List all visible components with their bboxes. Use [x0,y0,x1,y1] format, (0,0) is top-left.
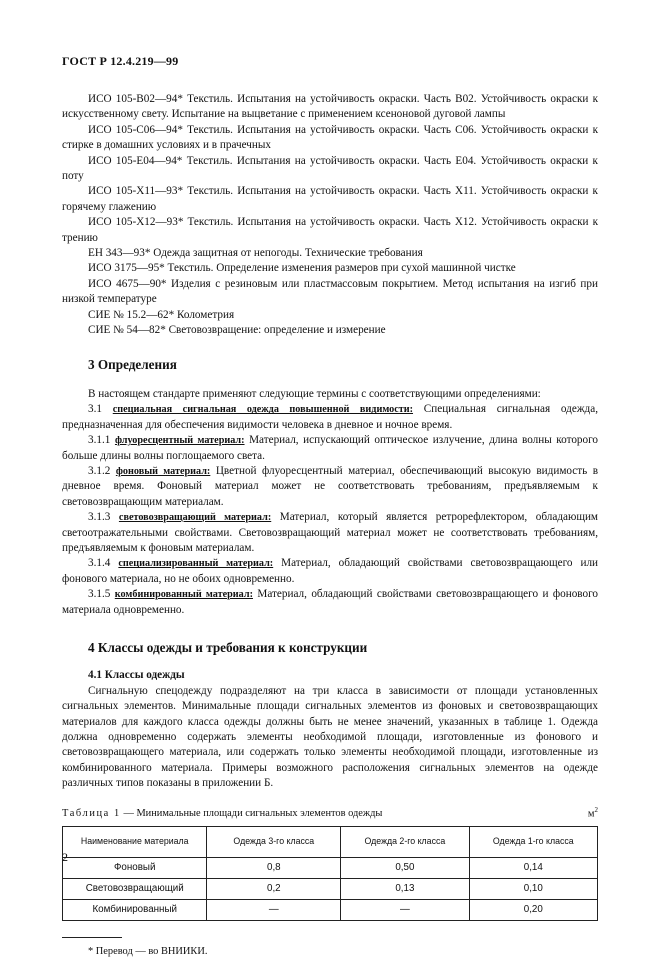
section-4-heading: 4 Классы одежды и требования к конструкции [88,640,368,655]
definition-number: 3.1 [88,403,102,416]
table-cell: Световозвращающий [63,878,207,899]
definition-3-1-5 [62,587,598,618]
definition-number: 3.1.1 [88,434,111,447]
reference-item: ИСО 105-С06—94* Текстиль. Испытания на устойчивость окраски. Часть С06. Устойчивость окраски к стирке в домашних условиях и в прачечных [62,123,598,152]
definition-number: 3.1.2 [88,464,111,477]
table-cell: 0,13 [341,878,469,899]
footnote-divider [62,937,122,938]
definition-text: Специальная сигнальная одежда, предназначенная для обеспечения видимости человека в дневное и ночное время. [62,403,599,431]
table-label: Таблица 1 [62,808,121,820]
definition-text: Материал, который является ретрорефлектором, обладающим светоотражательными свойствами. Световозвращающий материал может не соответствовать требованиям, предъявляемым к фоновым материалам. [62,511,599,554]
definition-term: специальная сигнальная одежда повышенной видимости: [112,404,414,416]
definition-3-1-4 [62,556,598,587]
table-row [63,878,598,899]
definition-text: Материал, испускающий оптическое излучение, длина волны которого больше длины волны поглощаемого света. [62,434,599,462]
reference-item: СИЕ № 54—82* Световозвращение: определение и измерение [88,324,386,337]
definition-number: 3.1.5 [88,588,111,601]
column-header-material: Наименование материала [63,826,207,857]
table-title: — Минимальные площади сигнальных элементов одежды [123,808,383,820]
table-cell: Фоновый [63,857,207,878]
definition-3-1-2 [62,464,598,510]
section-3-intro: В настоящем стандарте применяют следующие термины с соответствующими определениями: [88,387,541,400]
table-cell: Комбинированный [63,899,207,920]
section-3-heading: 3 Определения [88,356,177,372]
table-cell: 0,50 [341,857,469,878]
reference-item: ИСО 105-Е04—94* Текстиль. Испытания на устойчивость окраски. Часть Е04. Устойчивость окраски к поту [62,154,598,183]
table-1-caption [62,803,598,822]
table-header-row [63,826,598,857]
table-cell: — [207,899,341,920]
definition-term: комбинированный материал: [114,589,253,601]
table-row [63,899,598,920]
definition-term: фоновый материал: [115,465,211,477]
definition-text: Цветной флуоресцентный материал, обеспечивающий высокую видимость в дневное время. Фоновый материал может не соответствовать требованиям, предъявляемым к световозвращающим материалам. [62,464,598,508]
reference-item: ЕН 343—93* Одежда защитная от непогоды. Технические требования [88,247,423,260]
table-cell: — [341,899,469,920]
table-cell: 0,2 [207,878,341,899]
table-cell: 0,14 [469,857,597,878]
section-4-1-paragraph: Сигнальную спецодежду подразделяют на три класса в зависимости от площади установленных сигнальных элементов. Минимальные площади сигнальных элементов из фоновых и световозвращающих материалов для каждого класса одежды должны быть не менее значений, указанных в таблице 1. Одежда должна одновременно содержать элементы необходимой площади, изготовленные из фонового и световозвращающего материала, или содержать только элементы необходимой площади, изготовленные из комбинированного материала. Примеры возможного расположения сигнальных элементов на одежде различных типов показаны в приложении Б. [62,684,598,790]
definition-text: Материал, обладающий свойствами световозвращающего и фонового материала одновременно. [62,588,599,616]
document-body [62,92,598,959]
reference-item: ИСО 105-Х11—93* Текстиль. Испытания на устойчивость окраски. Часть Х11. Устойчивость окраски к горячему глажению [62,185,598,213]
definition-text: Материал, обладающий свойствами световозвращающего или фонового материала, но не обоих одновременно. [62,557,599,585]
reference-item: СИЕ № 15.2—62* Колометрия [88,308,235,321]
table-row [63,857,598,878]
footnote: * Перевод — во ВНИИКИ. [88,945,208,957]
definition-3-1-3 [62,510,598,556]
definition-3-1 [62,402,598,433]
definition-3-1-1 [62,433,598,464]
table-cell: 0,20 [469,899,597,920]
table-cell: 0,8 [207,857,341,878]
column-header-class-2: Одежда 2-го класса [341,826,469,857]
reference-item: ИСО 3175—95* Текстиль. Определение изменения размеров при сухой машинной чистке [88,262,516,275]
table-unit: $м^2$ [587,805,598,820]
page-number: 2 [62,850,68,864]
reference-item: ИСО 105-В02—94* Текстиль. Испытания на устойчивость окраски. Часть В02. Устойчивость окраски к искусственному свету. Испытание на выцветание с применением ксеноновой дуговой лампы [62,93,598,121]
definition-number: 3.1.3 [88,511,111,524]
table-cell: 0,10 [469,878,597,899]
definition-number: 3.1.4 [88,557,111,570]
reference-item: ИСО 4675—90* Изделия с резиновым или пластмассовым покрытием. Метод испытания на изгиб при низкой температуре [62,277,598,306]
definition-term: специализированный материал: [118,558,274,570]
column-header-class-3: Одежда 3-го класса [207,826,341,857]
subsection-4-1-heading: 4.1 Классы одежды [88,669,185,682]
document-header: ГОСТ Р 12.4.219—99 [62,54,179,68]
normative-references [62,92,598,339]
definition-term: световозвращающий материал: [118,512,272,524]
table-1 [62,826,598,921]
reference-item: ИСО 105-Х12—93* Текстиль. Испытания на устойчивость окраски. Часть Х12. Устойчивость окраски к трению [62,216,598,244]
definition-term: флуоресцентный материал: [114,435,245,447]
column-header-class-1: Одежда 1-го класса [469,826,597,857]
